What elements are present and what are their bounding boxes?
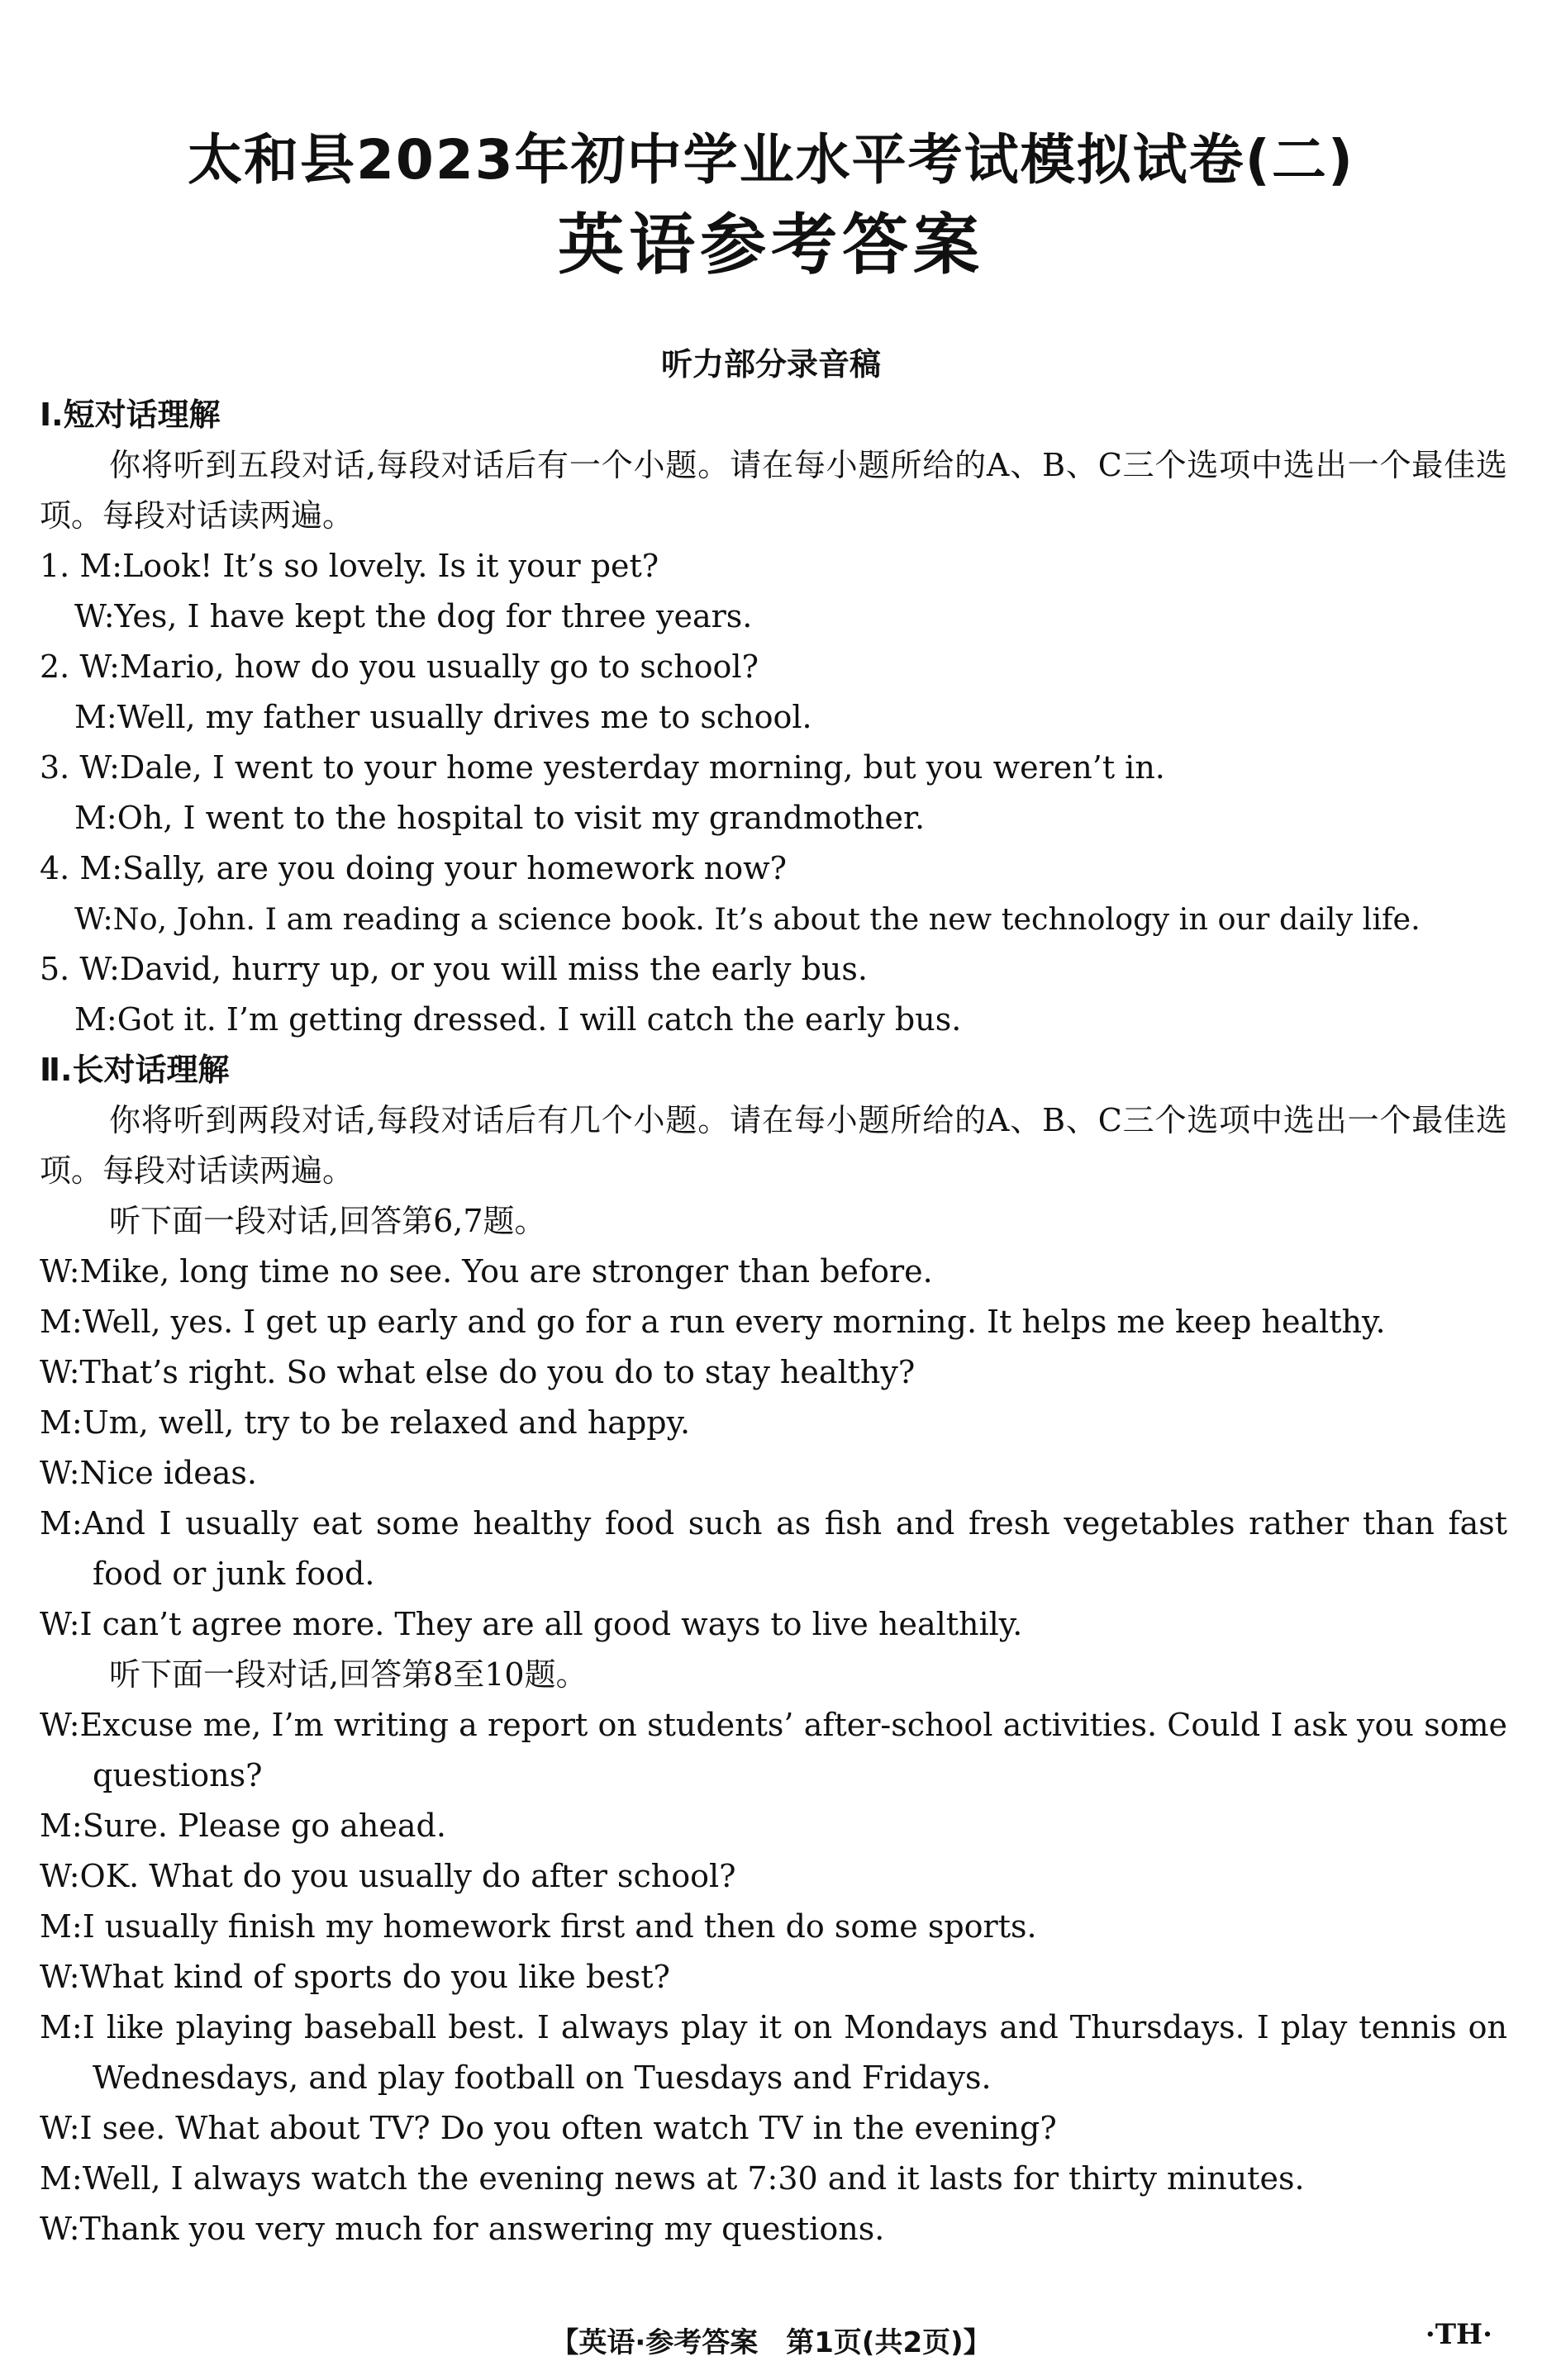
part1-line: M:Well, my father usually drives me to school. (74, 699, 812, 735)
dialog1-intro: 听下面一段对话,回答第6,7题。 (109, 1203, 546, 1239)
dialog2-line: W:I see. What about TV? Do you often watch TV in the evening? (40, 2110, 1057, 2146)
part1-line: M:Oh, I went to the hospital to visit my grandmother. (74, 800, 926, 836)
part1-instructions: 你将听到五段对话,每段对话后有一个小题。请在每小题所给的A、B、C三个选项中选出一个最佳选项。每段对话读两遍。 (40, 447, 1507, 534)
dialog2-line: W:Excuse me, I’m writing a report on students’ after-school activities. Could I ask you some questions? (40, 1707, 1507, 1793)
part1-line: W:Yes, I have kept the dog for three years. (74, 598, 753, 634)
dialog2-line: W:OK. What do you usually do after school? (40, 1858, 736, 1894)
dialog1-line: W:Nice ideas. (40, 1455, 258, 1491)
section-title: 听力部分录音稿 (660, 346, 881, 382)
dialog2-line: M:Well, I always watch the evening news at 7:30 and it lasts for thirty minutes. (40, 2160, 1305, 2197)
dialog1-line: M:Um, well, try to be relaxed and happy. (40, 1404, 691, 1441)
part2-instructions: 你将听到两段对话,每段对话后有几个小题。请在每小题所给的A、B、C三个选项中选出一个最佳选项。每段对话读两遍。 (40, 1102, 1507, 1189)
dialog2-line: W:What kind of sports do you like best? (40, 1959, 670, 1995)
part1-line: 1. M:Look! It’s so lovely. Is it your pet? (40, 548, 659, 584)
part1-line: 5. W:David, hurry up, or you will miss the early bus. (40, 951, 868, 987)
part1-heading: Ⅰ.短对话理解 (40, 397, 221, 433)
dialog2-line: M:I usually finish my homework first and then do some sports. (40, 1908, 1037, 1945)
dialog1-line: W:That’s right. So what else do you do to stay healthy? (40, 1354, 916, 1390)
dialog1-line: W:I can’t agree more. They are all good ways to live healthily. (40, 1606, 1023, 1642)
part2-heading: Ⅱ.长对话理解 (40, 1052, 230, 1088)
dialog2-line: W:Thank you very much for answering my questions. (40, 2211, 885, 2247)
dialog2-intro: 听下面一段对话,回答第8至10题。 (109, 1656, 588, 1693)
dialog1-line: M:Well, yes. I get up early and go for a run every morning. It helps me keep healthy. (40, 1304, 1386, 1340)
part1-line: 3. W:Dale, I went to your home yesterday morning, but you weren’t in. (40, 749, 1165, 786)
part1-line: W:No, John. I am reading a science book. It’s about the new technology in our daily life. (74, 901, 1421, 937)
part1-line: 4. M:Sally, are you doing your homework now? (40, 850, 788, 886)
footer-mark: ·TH· (1425, 2318, 1492, 2351)
page-footer: 【英语·参考答案 第1页(共2页)】 (550, 2326, 992, 2359)
exam-title: 太和县2023年初中学业水平考试模拟试卷(二) (187, 128, 1355, 192)
part1-line: 2. W:Mario, how do you usually go to school? (40, 648, 759, 685)
dialog2-line: M:Sure. Please go ahead. (40, 1808, 446, 1844)
answer-title: 英语参考答案 (558, 207, 984, 283)
dialog2-line: M:I like playing baseball best. I always play it on Mondays and Thursdays. I play tennis on Wednesdays, and play football on Tuesdays and Fridays. (40, 2009, 1507, 2096)
dialog1-line: W:Mike, long time no see. You are stronger than before. (40, 1253, 933, 1290)
dialog1-line: M:And I usually eat some healthy food such as fish and fresh vegetables rather than fast food or junk food. (40, 1505, 1507, 1592)
transcript-content (40, 390, 1507, 2254)
part1-line: M:Got it. I’m getting dressed. I will catch the early bus. (74, 1001, 962, 1038)
